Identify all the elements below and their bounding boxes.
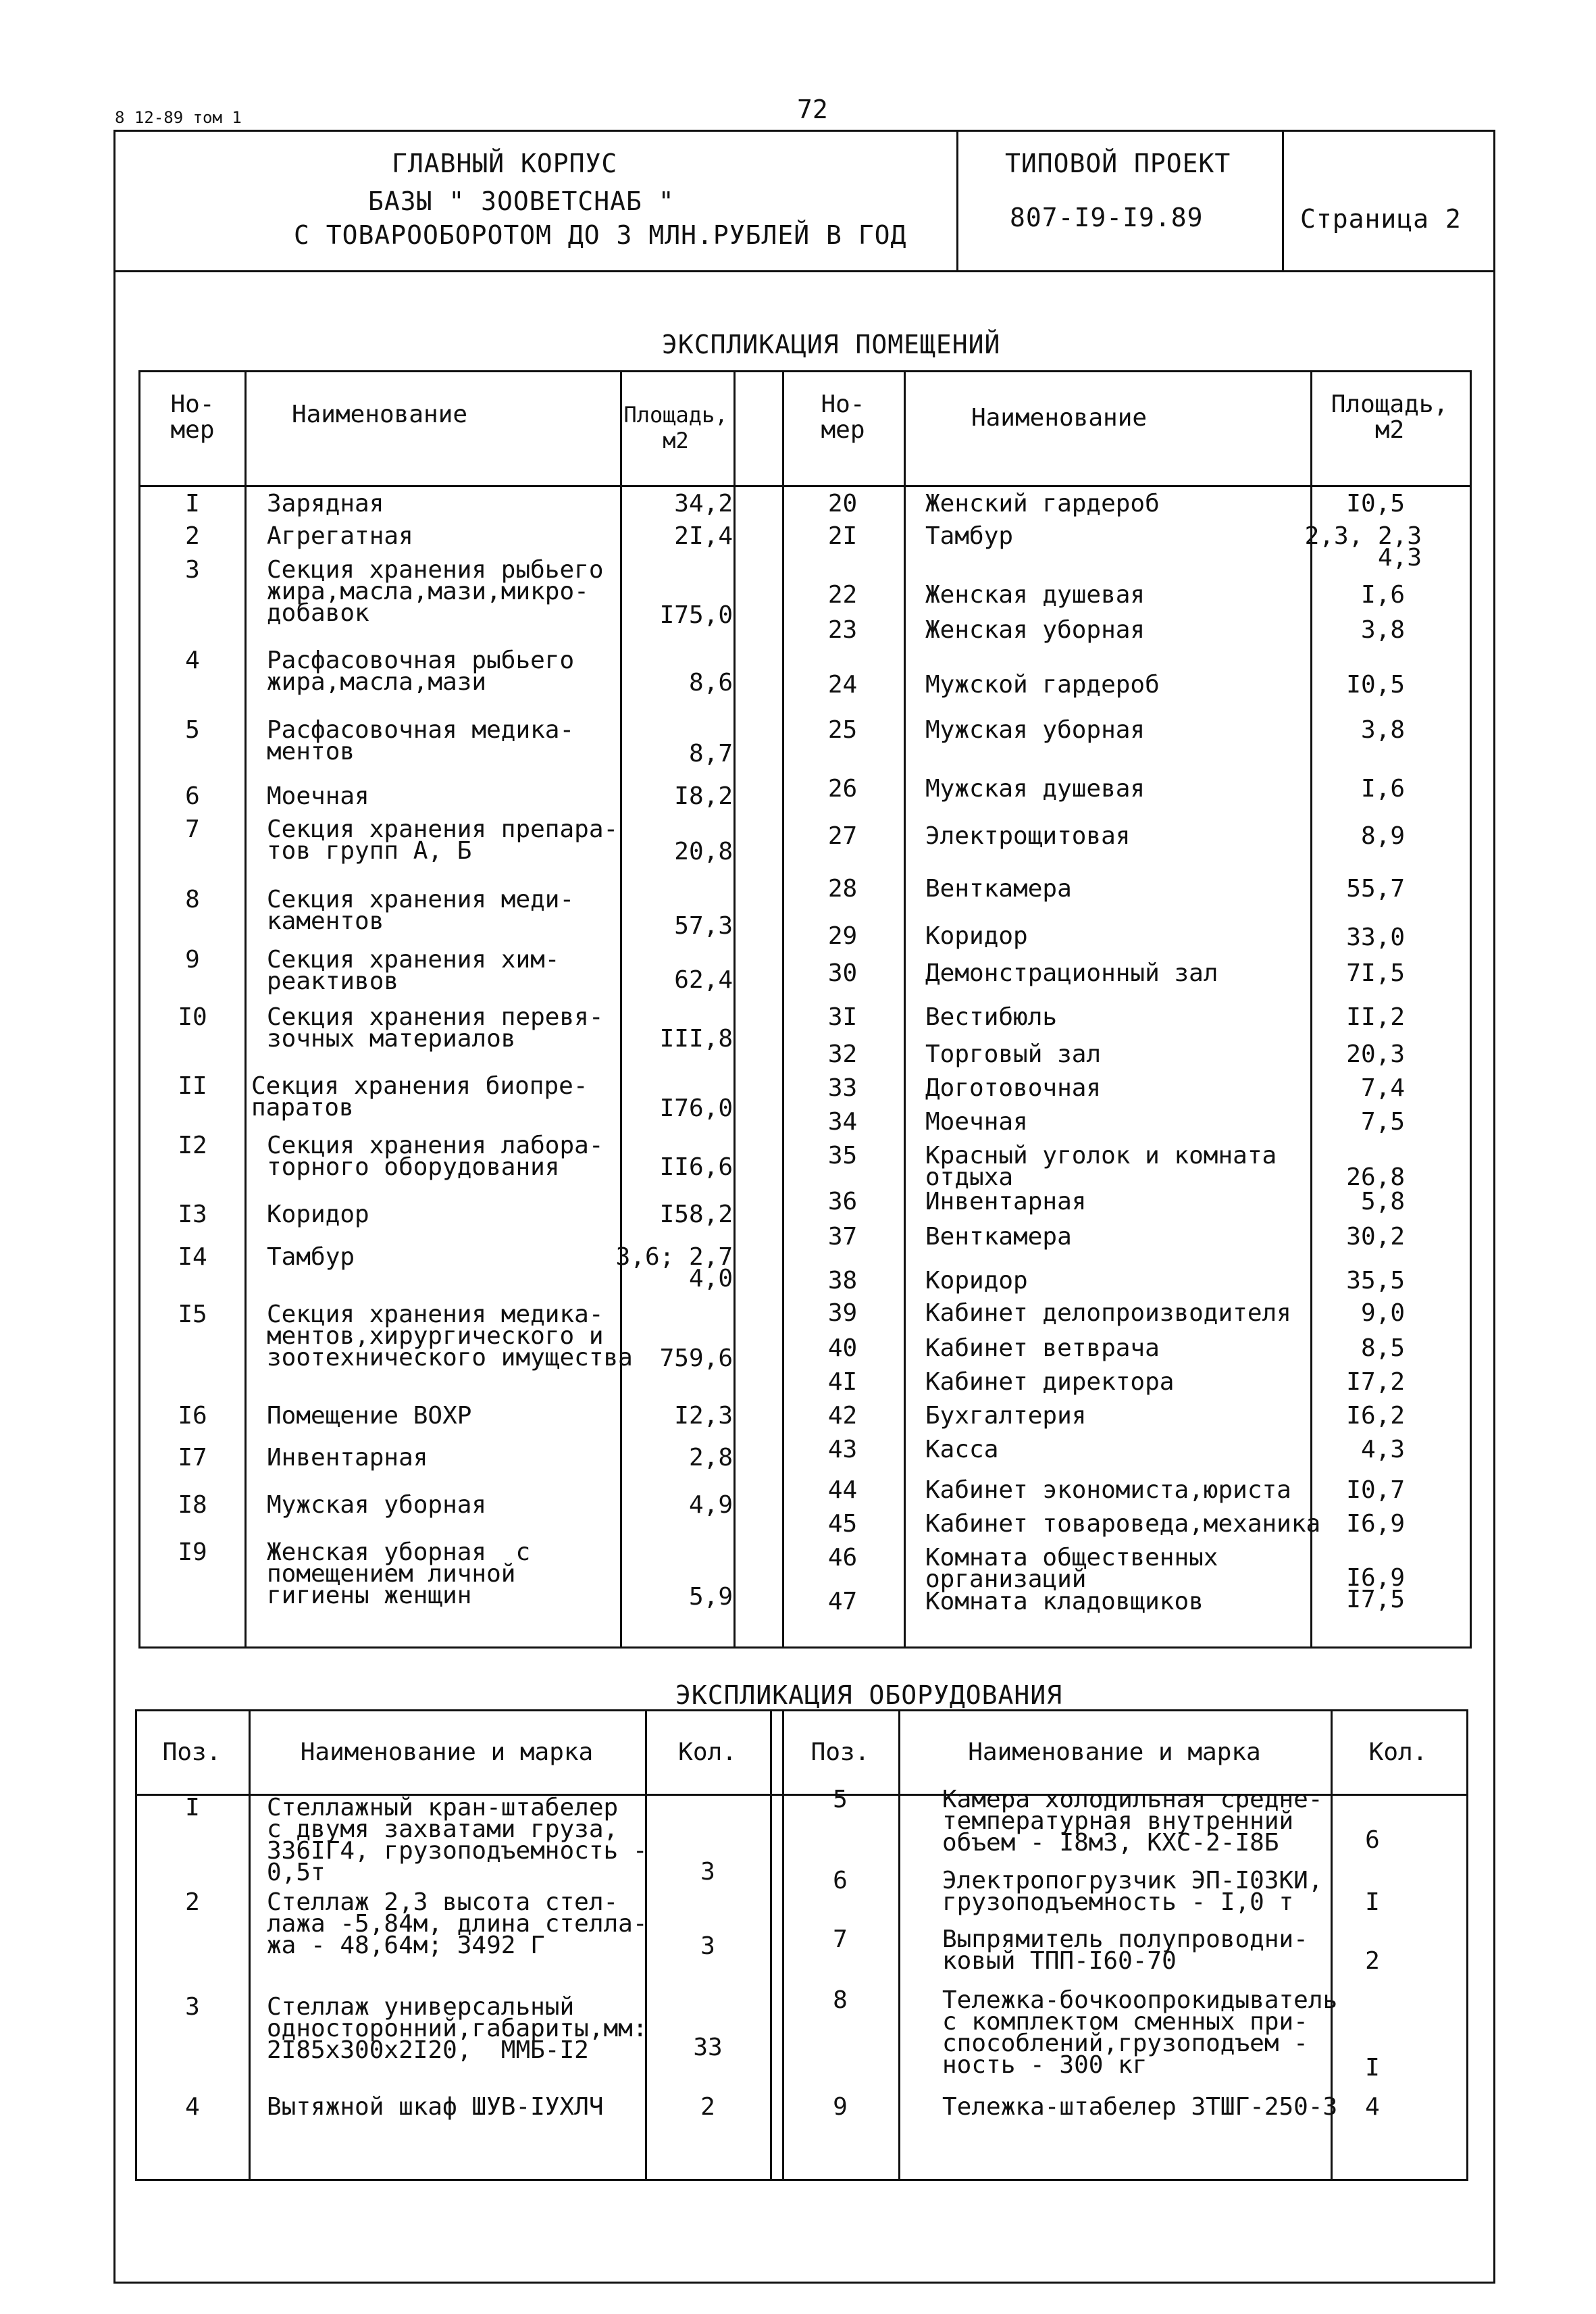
title-block-bottom-line xyxy=(113,270,1495,272)
document-code: 8 12-89 том 1 xyxy=(115,108,242,127)
equipment-header-name-right: Наименование и марка xyxy=(968,1738,1261,1766)
equipment-header-qty-left: Кол. xyxy=(678,1738,737,1766)
equipment-header-qty-right: Кол. xyxy=(1368,1738,1428,1766)
title-line-3: С ТОВАРООБОРОТОМ ДО 3 МЛН.РУБЛЕЙ В ГОД xyxy=(294,220,907,250)
page-number: 72 xyxy=(797,95,828,124)
equipment-header-pos-right: Поз. xyxy=(810,1738,870,1766)
project-label: ТИПОВОЙ ПРОЕКТ xyxy=(1005,149,1231,178)
equipment-header-name-left: Наименование и марка xyxy=(300,1738,594,1766)
rooms-header-name-right: Наименование xyxy=(971,404,1148,432)
title-block-divider-1 xyxy=(956,130,958,270)
rooms-header-num-left: Но- мер xyxy=(170,391,215,444)
rooms-table-title: ЭКСПЛИКАЦИЯ ПОМЕЩЕНИЙ xyxy=(662,330,1001,359)
project-number: 807-I9-I9.89 xyxy=(1010,203,1204,232)
equipment-header-pos-left: Поз. xyxy=(162,1738,222,1766)
rooms-header-num-right: Но- мер xyxy=(821,391,865,444)
page-label: Страница 2 xyxy=(1300,204,1462,234)
rooms-header-area-right: Площадь, м2 xyxy=(1331,391,1449,444)
title-line-1: ГЛАВНЫЙ КОРПУС xyxy=(392,149,618,178)
rooms-header-name-left: Наименование xyxy=(291,401,468,428)
title-line-2: БАЗЫ " ЗООВЕТСНАБ " xyxy=(368,186,675,216)
rooms-header-area-left: Площадь, м2 xyxy=(623,402,728,453)
equipment-table-title: ЭКСПЛИКАЦИЯ ОБОРУДОВАНИЯ xyxy=(675,1680,1063,1710)
title-block-divider-2 xyxy=(1282,130,1284,270)
